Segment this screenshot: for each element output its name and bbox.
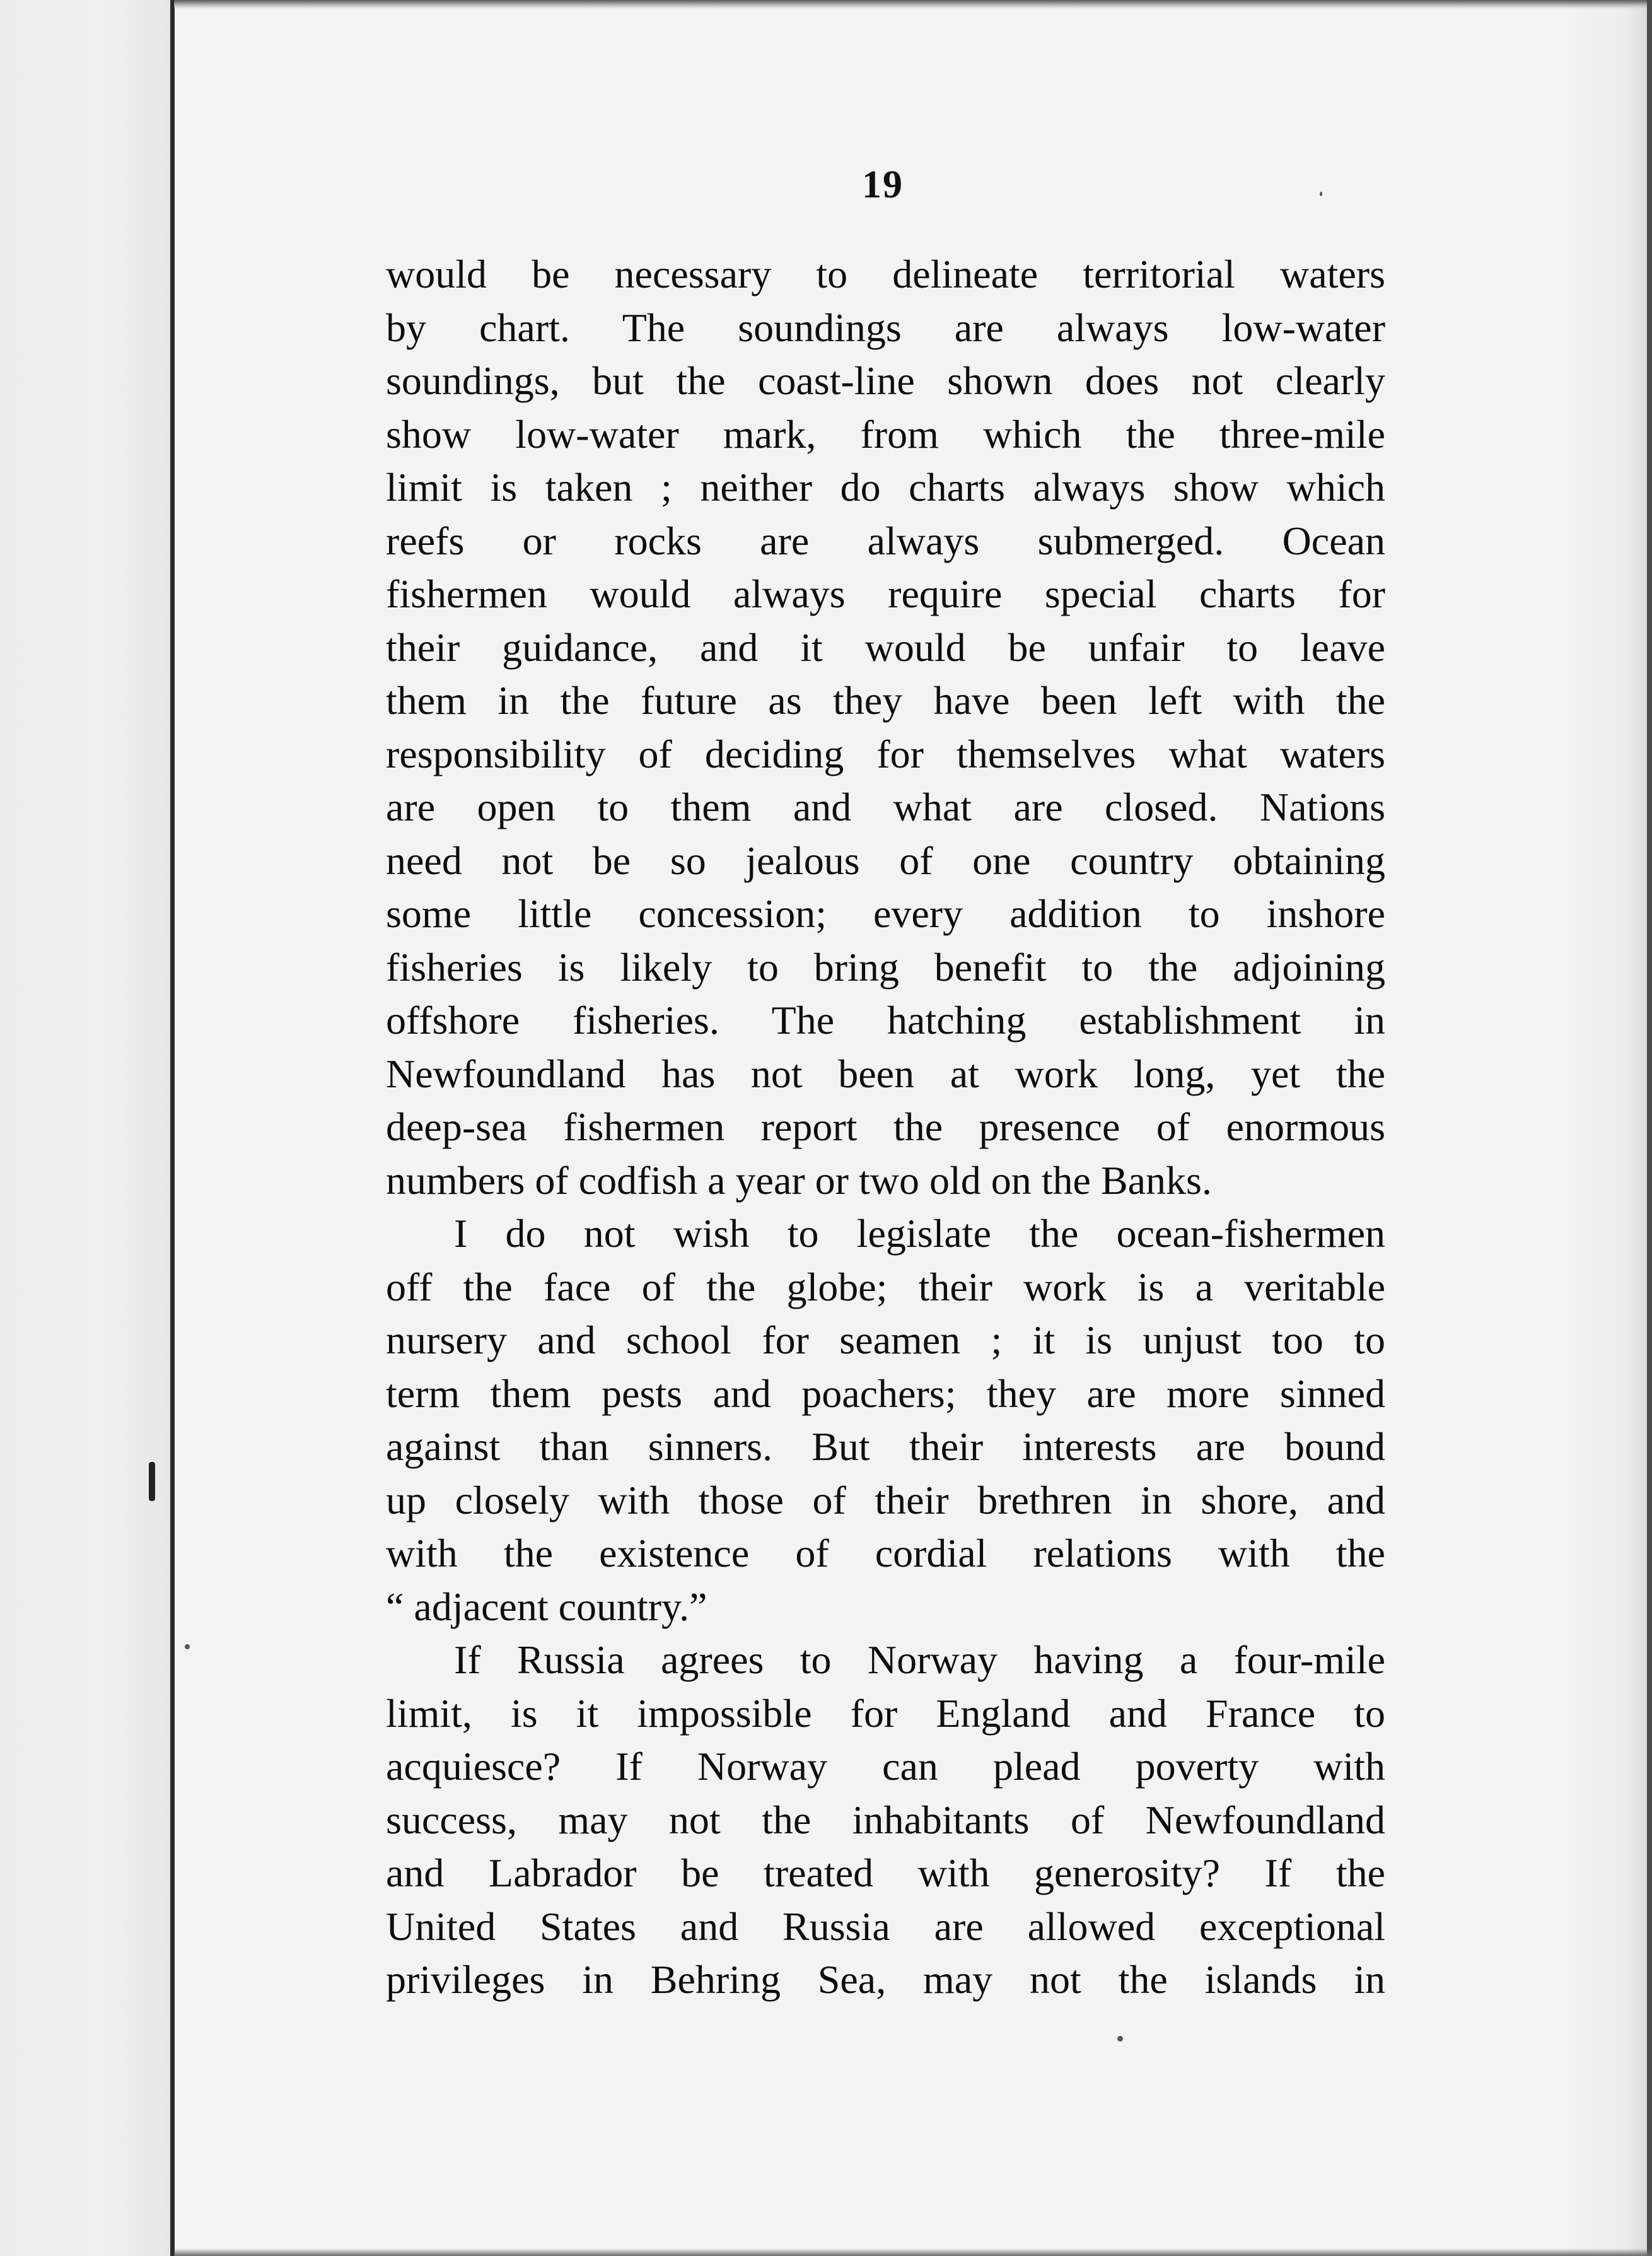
text-line: and Labrador be treated with generosity? If the (386, 1850, 1385, 1895)
text-line: some little concession; every addition to inshore (386, 891, 1385, 936)
text-line: “ adjacent country.” (386, 1584, 707, 1629)
text-line: against than sinners. But their interests are bound (386, 1424, 1385, 1469)
text-line: reefs or rocks are always submerged. Ocean (386, 518, 1385, 563)
text-line: limit is taken ; neither do charts always show which (386, 465, 1385, 510)
text-line: numbers of codfish a year or two old on the Banks. (386, 1157, 1212, 1203)
facing-page-margin (0, 0, 172, 2256)
scan-speck (185, 1644, 190, 1649)
text-line: United States and Russia are allowed exceptional (386, 1903, 1385, 1949)
text-line: success, may not the inhabitants of Newfoundland (386, 1797, 1385, 1842)
page-number: 19 (862, 163, 904, 206)
page-top-edge (174, 0, 1652, 9)
text-line: nursery and school for seamen ; it is unjust too to (386, 1318, 1385, 1362)
text-line: deep-sea fishermen report the presence of enormous (386, 1104, 1385, 1149)
binding-gutter-line (170, 0, 175, 2256)
text-line: with the existence of cordial relations with the (386, 1531, 1385, 1575)
body-text (386, 248, 1385, 2007)
text-line: up closely with those of their brethren in shore, and (386, 1477, 1385, 1523)
text-line: offshore fisheries. The hatching establishment in (386, 998, 1385, 1043)
text-line: term them pests and poachers; they are more sinned (386, 1371, 1385, 1416)
text-line: off the face of the globe; their work is a veritable (386, 1264, 1385, 1309)
text-line: fisheries is likely to bring benefit to the adjoining (386, 944, 1385, 990)
text-line: need not be so jealous of one country obtaining (386, 838, 1385, 883)
text-line: by chart. The soundings are always low-water (386, 305, 1385, 350)
binding-mark (149, 1462, 155, 1501)
text-line: limit, is it impossible for England and France to (386, 1690, 1385, 1736)
text-line: I do not wish to legislate the ocean-fishermen (454, 1211, 1385, 1256)
page-right-edge (1647, 0, 1652, 2256)
text-line: would be necessary to delineate territorial waters (386, 252, 1385, 296)
text-line: If Russia agrees to Norway having a four-mile (454, 1637, 1385, 1682)
page-bottom-edge (174, 2248, 1652, 2256)
text-line: show low-water mark, from which the three-mile (386, 411, 1385, 457)
paragraph-1 (386, 248, 1385, 1207)
paragraph-3 (386, 1634, 1385, 2007)
text-line: fishermen would always require special charts for (386, 571, 1385, 616)
text-line: are open to them and what are closed. Nations (386, 785, 1385, 829)
text-line: privileges in Behring Sea, may not the islands in (386, 1957, 1385, 2002)
text-line: Newfoundland has not been at work long, yet the (386, 1051, 1385, 1096)
text-line: them in the future as they have been left with the (386, 678, 1385, 723)
text-line: their guidance, and it would be unfair to leave (386, 624, 1385, 670)
scan-speck (1320, 192, 1322, 196)
scan-speck (1117, 2036, 1123, 2042)
paragraph-2 (386, 1207, 1385, 1634)
text-line: acquiesce? If Norway can plead poverty with (386, 1744, 1385, 1789)
text-line: responsibility of deciding for themselves what waters (386, 731, 1385, 776)
text-line: soundings, but the coast-line shown does not clearly (386, 358, 1385, 403)
